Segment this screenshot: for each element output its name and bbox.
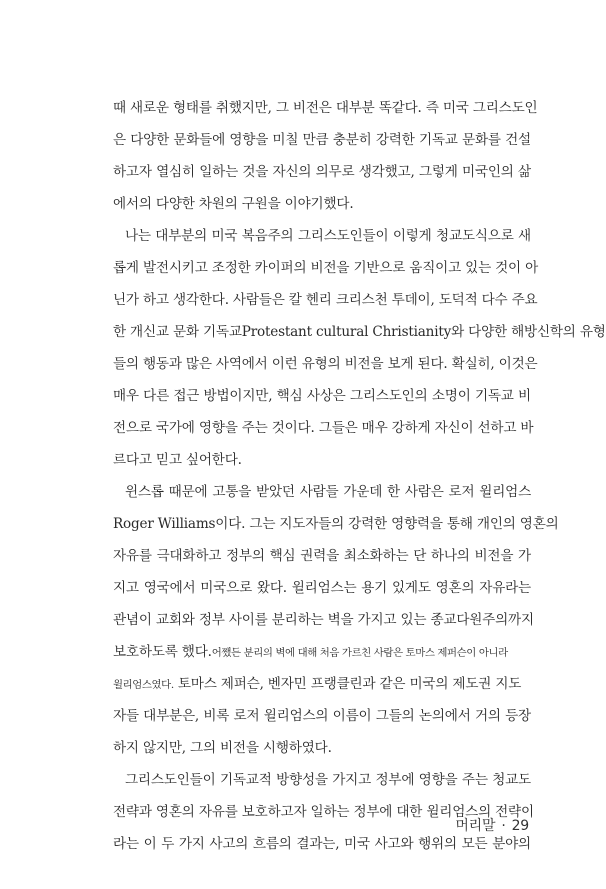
text-line-with-aside xyxy=(113,636,531,668)
text-line: 자들 대부분은, 비록 로저 윌리엄스의 이름이 그들의 논의에서 거의 등장 xyxy=(113,708,531,724)
text-line: 매우 다른 접근 방법이지만, 핵심 사상은 그리스도인의 소명이 기독교 비 xyxy=(113,388,531,404)
page-footer xyxy=(455,815,529,835)
text-line: 들의 행동과 많은 사역에서 이런 유형의 비전을 보게 된다. 확실히, 이것은 xyxy=(113,356,538,372)
text-segment: 보호하도록 했다. xyxy=(113,644,212,660)
running-footer-title: 머리말 xyxy=(455,818,496,834)
text-line: 롭게 발전시키고 조정한 카이퍼의 비전을 기반으로 움직이고 있는 것이 아 xyxy=(113,260,539,276)
text-line: 때 새로운 형태를 취했지만, 그 비전은 대부분 똑같다. 즉 미국 그리스도인 xyxy=(113,100,538,116)
text-line: 자유를 극대화하고 정부의 핵심 권력을 최소화하는 단 하나의 비전을 가 xyxy=(113,548,531,564)
body-text xyxy=(113,92,606,860)
text-line: 전략과 영혼의 자유를 보호하고자 일하는 정부에 대한 윌리엄스의 전략이 xyxy=(113,804,534,820)
text-line: 관념이 교회와 정부 사이를 분리하는 벽을 가지고 있는 종교다원주의까지 xyxy=(113,612,534,628)
text-line: 나는 대부분의 미국 복음주의 그리스도인들이 이렇게 청교도식으로 새 xyxy=(125,228,531,244)
text-line: 르다고 믿고 싶어한다. xyxy=(113,452,242,468)
text-line: 하고자 열심히 일하는 것을 자신의 의무로 생각했고, 그렇게 미국인의 삶 xyxy=(113,164,531,180)
text-line: 그리스도인들이 기독교적 방향성을 가지고 정부에 영향을 주는 청교도 xyxy=(125,772,531,788)
text-line: 에서의 다양한 차원의 구원을 이야기했다. xyxy=(113,196,354,212)
text-line: 윈스롭 때문에 고통을 받았던 사람들 가운데 한 사람은 로저 윌리엄스 xyxy=(125,484,531,500)
text-line: 전으로 국가에 영향을 주는 것이다. 그들은 매우 강하게 자신이 선하고 바 xyxy=(113,420,534,436)
text-segment: 토마스 제퍼슨, 벤자민 프랭클린과 같은 미국의 제도권 지도 xyxy=(177,676,522,692)
text-line: Roger Williams이다. 그는 지도자들의 강력한 영향력을 통해 개인의 영혼의 xyxy=(113,516,559,532)
page-number: 29 xyxy=(511,818,529,834)
text-line: 은 다양한 문화들에 영향을 미칠 만큼 충분히 강력한 기독교 문화를 건설 xyxy=(113,132,531,148)
aside-note: 윌리엄스였다. xyxy=(113,679,174,691)
text-line: 닌가 하고 생각한다. 사람들은 칼 헨리 크리스천 투데이, 도덕적 다수 주요 xyxy=(113,292,538,308)
text-line: 하지 않지만, 그의 비전을 시행하였다. xyxy=(113,740,332,756)
footer-separator: · xyxy=(501,818,506,834)
aside-note: 어쨌든 분리의 벽에 대해 처음 가르친 사람은 토마스 제퍼슨이 아니라 xyxy=(211,647,508,659)
text-line: 지고 영국에서 미국으로 왔다. 윌리엄스는 용기 있게도 영혼의 자유라는 xyxy=(113,580,531,596)
text-line: 한 개신교 문화 기독교Protestant cultural Christianity와 다양한 해방신학의 유형 xyxy=(113,324,606,340)
text-line: 라는 이 두 가지 사고의 흐름의 결과는, 미국 사고와 행위의 모든 분야의 xyxy=(113,836,531,852)
text-line-with-aside xyxy=(113,668,531,700)
